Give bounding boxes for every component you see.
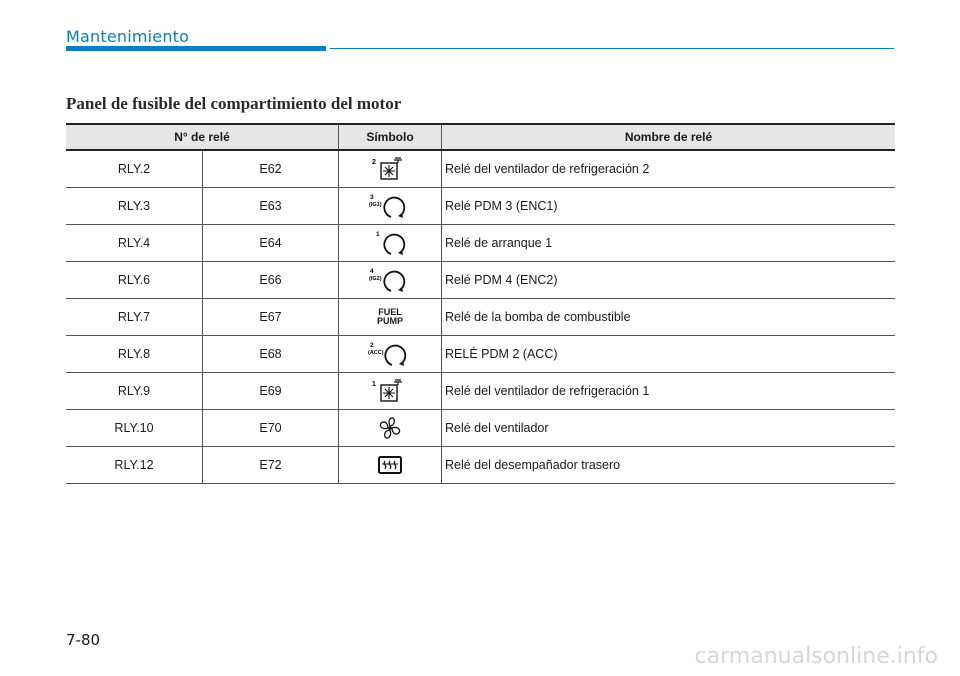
svg-text:(ACC): (ACC) <box>368 350 384 356</box>
relay-code: E69 <box>203 373 339 410</box>
table-row <box>66 299 895 336</box>
table-row <box>66 373 895 410</box>
section-header: Mantenimiento <box>66 27 190 46</box>
svg-text:3: 3 <box>370 194 374 201</box>
table-row <box>66 150 895 188</box>
relay-number: RLY.10 <box>66 410 203 447</box>
relay-name: Relé de arranque 1 <box>442 225 896 262</box>
svg-text:1: 1 <box>376 231 380 238</box>
fuel-pump-label <box>377 308 403 326</box>
svg-text:(IG2): (IG2) <box>369 276 382 282</box>
relay-name: Relé del ventilador de refrigeración 1 <box>442 373 896 410</box>
watermark: carmanualsonline.info <box>694 644 938 669</box>
header-rule-thick <box>66 46 326 51</box>
svg-text:2: 2 <box>372 159 376 166</box>
relay-name: Relé del ventilador de refrigeración 2 <box>442 150 896 188</box>
panel-title: Panel de fusible del compartimiento del motor <box>66 94 402 113</box>
relay-name: Relé PDM 4 (ENC2) <box>442 262 896 299</box>
col-symbol: Símbolo <box>339 124 442 150</box>
relay-symbol <box>339 299 442 336</box>
svg-text:2: 2 <box>370 342 374 349</box>
relay-code: E68 <box>203 336 339 373</box>
svg-text:4: 4 <box>370 268 374 275</box>
relay-code: E72 <box>203 447 339 484</box>
header-rule-thin <box>330 48 894 49</box>
col-relay-number: N° de relé <box>66 124 339 150</box>
cooling-fan-relay-icon <box>368 154 412 184</box>
relay-symbol <box>339 336 442 373</box>
relay-table <box>66 123 895 484</box>
relay-symbol <box>339 188 442 225</box>
relay-number: RLY.4 <box>66 225 203 262</box>
relay-symbol <box>339 225 442 262</box>
relay-number: RLY.6 <box>66 262 203 299</box>
table-row <box>66 225 895 262</box>
relay-name: Relé del ventilador <box>442 410 896 447</box>
table-row <box>66 188 895 225</box>
table-row <box>66 336 895 373</box>
ignition-relay-icon <box>368 191 412 221</box>
start-relay-icon <box>368 228 412 258</box>
acc-relay-icon <box>368 339 412 369</box>
relay-number: RLY.8 <box>66 336 203 373</box>
rear-defroster-icon <box>368 450 412 480</box>
relay-code: E66 <box>203 262 339 299</box>
relay-symbol <box>339 410 442 447</box>
relay-number: RLY.12 <box>66 447 203 484</box>
relay-number: RLY.3 <box>66 188 203 225</box>
relay-name: RELÉ PDM 2 (ACC) <box>442 336 896 373</box>
relay-symbol <box>339 373 442 410</box>
svg-text:1: 1 <box>372 381 376 388</box>
relay-code: E63 <box>203 188 339 225</box>
relay-number: RLY.9 <box>66 373 203 410</box>
relay-symbol <box>339 262 442 299</box>
table-header-row <box>66 124 895 150</box>
relay-number: RLY.2 <box>66 150 203 188</box>
relay-name: Relé de la bomba de combustible <box>442 299 896 336</box>
ignition-relay-icon <box>368 265 412 295</box>
relay-code: E70 <box>203 410 339 447</box>
cooling-fan-relay-icon <box>368 376 412 406</box>
table-row <box>66 410 895 447</box>
blower-fan-icon <box>368 413 412 443</box>
relay-number: RLY.7 <box>66 299 203 336</box>
table-row <box>66 262 895 299</box>
svg-text:(IG1): (IG1) <box>369 202 382 208</box>
relay-code: E67 <box>203 299 339 336</box>
col-relay-name: Nombre de relé <box>442 124 896 150</box>
page-number: 7-80 <box>66 631 101 649</box>
relay-name: Relé del desempañador trasero <box>442 447 896 484</box>
table-row <box>66 447 895 484</box>
relay-code: E62 <box>203 150 339 188</box>
relay-name: Relé PDM 3 (ENC1) <box>442 188 896 225</box>
fuel-pump-text-2: PUMP <box>376 316 403 326</box>
relay-symbol <box>339 150 442 188</box>
relay-symbol <box>339 447 442 484</box>
relay-code: E64 <box>203 225 339 262</box>
fuel-pump-text-1: FUEL <box>378 307 402 317</box>
